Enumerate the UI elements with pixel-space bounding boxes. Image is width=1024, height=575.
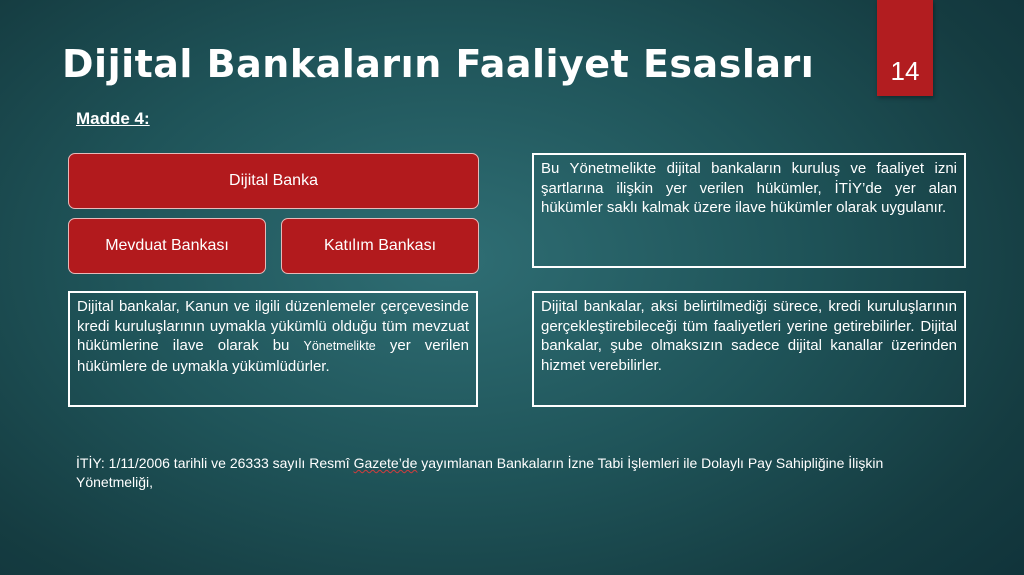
katilim-bankasi-box: [281, 218, 479, 274]
footnote-underlined: Gazete’de: [353, 455, 418, 471]
dijital-banka-box: [68, 153, 479, 209]
slide-title: Dijital Bankaların Faaliyet Esasları: [62, 42, 815, 86]
obligations-text-box: [68, 291, 478, 407]
mevduat-bankasi-label: Mevduat Bankası: [105, 237, 229, 254]
obligations-text-emphasis: Yönetmelikte: [303, 339, 376, 353]
footnote-before: İTİY: 1/11/2006 tarihli ve 26333 sayılı Resmî: [76, 455, 354, 471]
dijital-banka-label: Dijital Banka: [229, 172, 318, 189]
scope-text: Bu Yönetmelikte dijital bankaların kuruluş ve faaliyet izni şartlarına ilişkin yer verilen hükümler, İTİY’de yer alan hükümler saklı kalmak üzere ilave hükümler olarak uygulanır.: [541, 160, 957, 216]
footnote-after: yayımlanan Bankaların İzne Tabi İşlemleri ile Dolaylı Pay Sahipliğine İlişkin Yönetmeliği,: [76, 455, 884, 490]
page-number: 14: [890, 56, 920, 86]
obligations-text-after: yer verilen hükümlere de uymakla yükümlüdürler.: [77, 337, 469, 375]
section-label: Madde 4:: [76, 109, 150, 128]
page-number-badge: [877, 0, 933, 96]
footnote: [76, 454, 956, 492]
activities-text: Dijital bankalar, aksi belirtilmediği sürece, kredi kuruluşlarının gerçekleştirebileceği tüm faaliyetleri yerine getirebilirler. Dijital bankalar, şube olmaksızın sadece dijital kanallar üzerinden hizmet verebilirler.: [541, 298, 957, 374]
katilim-bankasi-label: Katılım Bankası: [323, 237, 437, 254]
mevduat-bankasi-box: [68, 218, 266, 274]
obligations-text-before: Dijital bankalar, Kanun ve ilgili düzenlemeler çerçevesinde kredi kuruluşlarının uymakla yükümlü olduğu tüm mevzuat hükümlerine ilave olarak bu: [77, 298, 469, 354]
activities-text-box: [532, 291, 966, 407]
scope-text-box: [532, 153, 966, 268]
